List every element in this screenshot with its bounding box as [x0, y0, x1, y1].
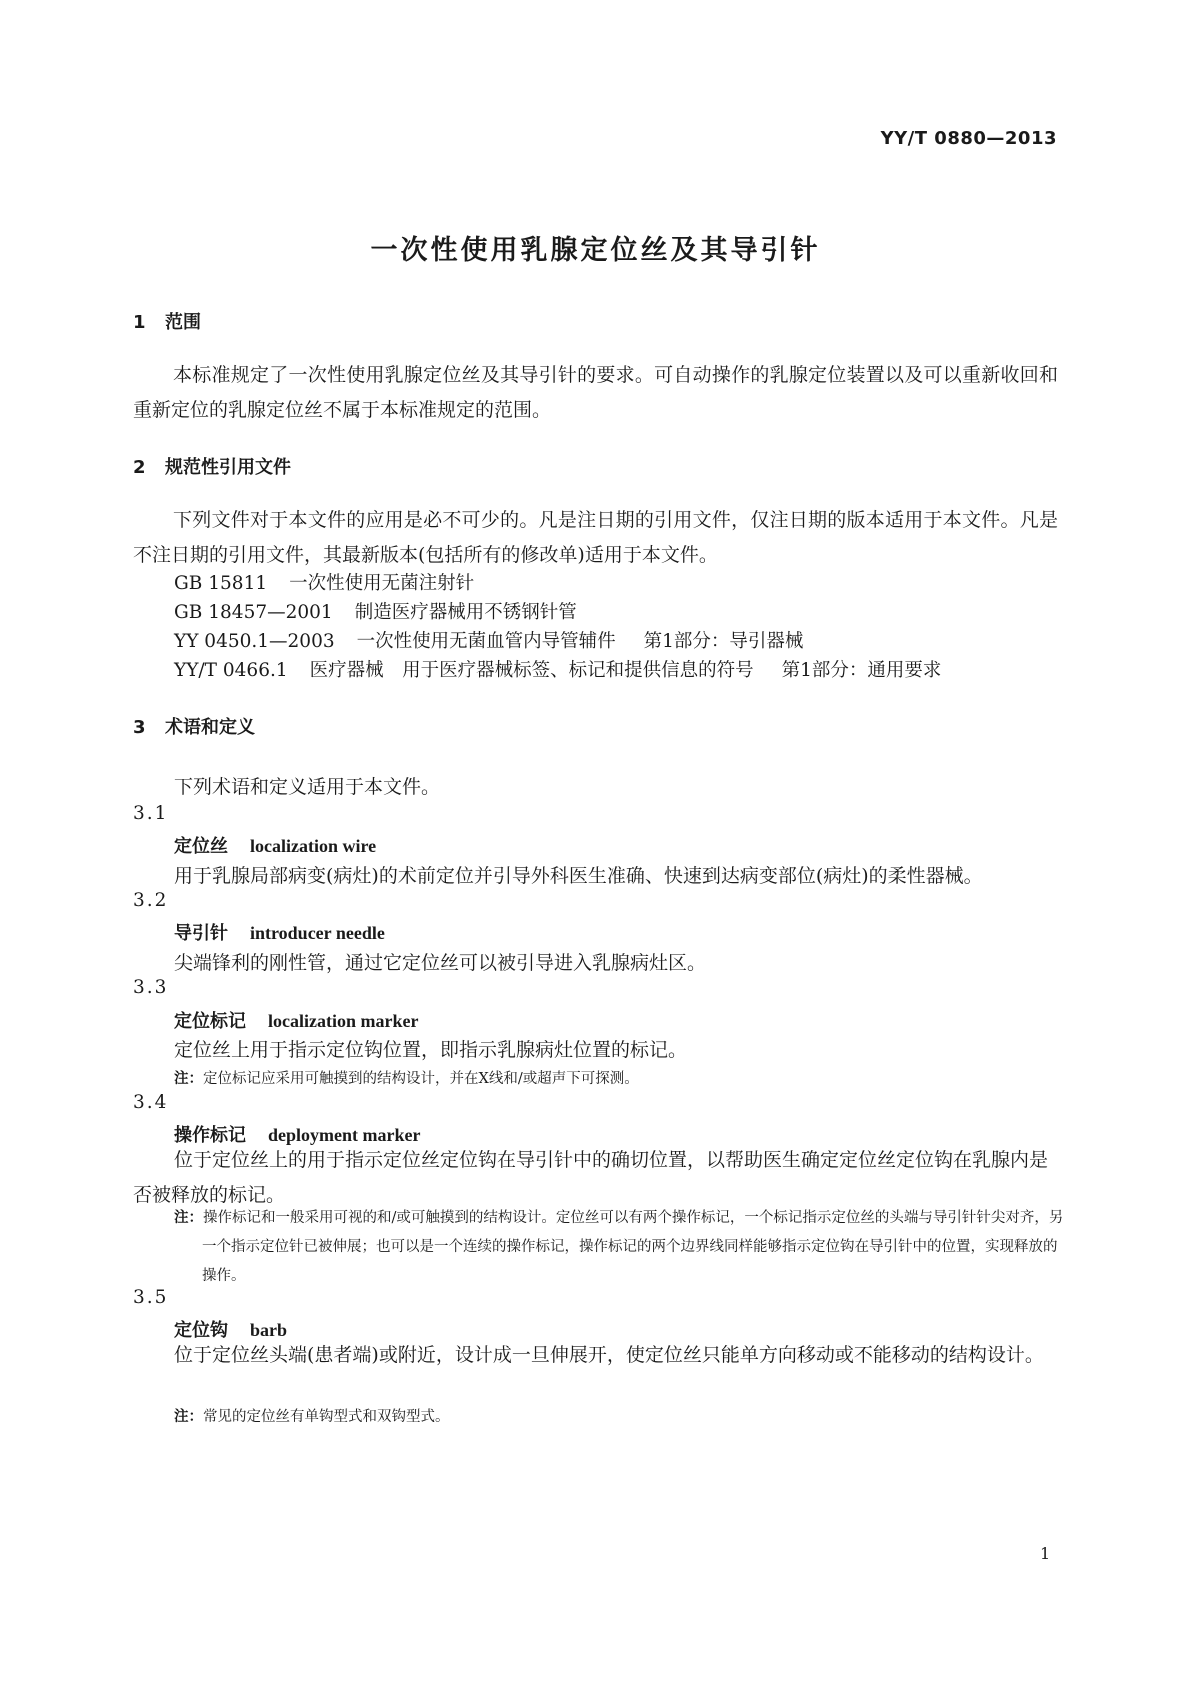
reference-code: GB 15811: [174, 573, 268, 594]
term-zh: 定位丝: [174, 836, 228, 857]
page-number: 1: [1040, 1544, 1051, 1563]
term-zh: 导引针: [174, 923, 228, 944]
reference-title: 一次性使用无菌血管内导管辅件: [356, 631, 616, 652]
reference-part: 第1部分：导引器械: [643, 631, 804, 652]
note-label: 注：: [174, 1071, 203, 1087]
note-text: 操作标记和一般采用可视的和/或可触摸到的结构设计。定位丝可以有两个操作标记，一个标记指示定位丝的头端与导引针针尖对齐，另一个指示定位针已被伸展；也可以是一个连续的操作标记，操作标记的两个边界线同样能够指示定位钩在导引针中的位置，实现释放的操作。: [202, 1210, 1064, 1284]
reference-item: [174, 598, 577, 624]
section-2-paragraph: 下列文件对于本文件的应用是必不可少的。凡是注日期的引用文件，仅注日期的版本适用于本文件。凡是不注日期的引用文件，其最新版本(包括所有的修改单)适用于本文件。: [133, 509, 1058, 566]
term-zh: 操作标记: [174, 1125, 246, 1146]
term-number: 3.2: [133, 890, 169, 911]
term-number: 3.4: [133, 1092, 169, 1113]
section-title: 规范性引用文件: [165, 457, 291, 478]
term-number: 3.1: [133, 803, 169, 824]
term-definition: 尖端锋利的刚性管，通过它定位丝可以被引导进入乳腺病灶区。: [174, 952, 707, 974]
term-en: introducer needle: [250, 923, 385, 943]
note-text: 常见的定位丝有单钩型式和双钩型式。: [203, 1409, 450, 1425]
section-number: 3: [133, 717, 146, 738]
note-label: 注：: [174, 1409, 203, 1425]
term-number: 3.3: [133, 977, 169, 998]
term-definition: 位于定位丝头端(患者端)或附近，设计成一旦伸展开，使定位丝只能单方向移动或不能移动的结构设计。: [174, 1344, 1044, 1366]
term-definition: 位于定位丝上的用于指示定位丝定位钩在导引针中的确切位置，以帮助医生确定定位丝定位钩在乳腺内是否被释放的标记。: [133, 1149, 1049, 1206]
term-heading: [174, 919, 385, 945]
section-3-heading: [133, 713, 255, 739]
term-definition: 用于乳腺局部病变(病灶)的术前定位并引导外科医生准确、快速到达病变部位(病灶)的柔性器械。: [174, 865, 983, 887]
note-label: 注：: [174, 1209, 203, 1226]
reference-code: GB 18457—2001: [174, 602, 333, 623]
reference-title: 医疗器械 用于医疗器械标签、标记和提供信息的符号: [309, 660, 754, 681]
section-title: 术语和定义: [165, 717, 255, 738]
term-heading: [174, 832, 376, 858]
term-en: barb: [250, 1320, 288, 1340]
section-number: 2: [133, 457, 146, 478]
section-number: 1: [133, 312, 146, 333]
term-en: localization wire: [250, 836, 377, 856]
term-definition: 定位丝上用于指示定位钩位置，即指示乳腺病灶位置的标记。: [174, 1039, 688, 1061]
standard-code: YY/T 0880—2013: [880, 128, 1057, 149]
term-note: [174, 1203, 1064, 1291]
term-note: [174, 1405, 450, 1426]
reference-title: 制造医疗器械用不锈钢针管: [354, 602, 577, 623]
section-1-paragraph: 本标准规定了一次性使用乳腺定位丝及其导引针的要求。可自动操作的乳腺定位装置以及可以重新收回和重新定位的乳腺定位丝不属于本标准规定的范围。: [133, 364, 1058, 421]
term-heading: [174, 1007, 418, 1033]
term-zh: 定位标记: [174, 1011, 246, 1032]
term-zh: 定位钩: [174, 1320, 228, 1341]
reference-item: [174, 627, 803, 653]
term-note: [174, 1067, 639, 1088]
term-en: localization marker: [268, 1011, 419, 1031]
reference-item: [174, 569, 474, 595]
section-3-paragraph: 下列术语和定义适用于本文件。: [174, 776, 441, 798]
note-text: 定位标记应采用可触摸到的结构设计，并在X线和/或超声下可探测。: [203, 1071, 639, 1087]
section-1-heading: [133, 308, 201, 334]
section-title: 范围: [165, 312, 201, 333]
reference-code: YY 0450.1—2003: [174, 631, 335, 652]
reference-code: YY/T 0466.1: [174, 660, 288, 681]
term-number: 3.5: [133, 1287, 169, 1308]
document-title: 一次性使用乳腺定位丝及其导引针: [370, 235, 821, 266]
reference-title: 一次性使用无菌注射针: [289, 573, 475, 594]
section-2-heading: [133, 453, 291, 479]
term-en: deployment marker: [268, 1125, 421, 1145]
reference-item: [174, 656, 941, 682]
reference-part: 第1部分：通用要求: [781, 660, 942, 681]
